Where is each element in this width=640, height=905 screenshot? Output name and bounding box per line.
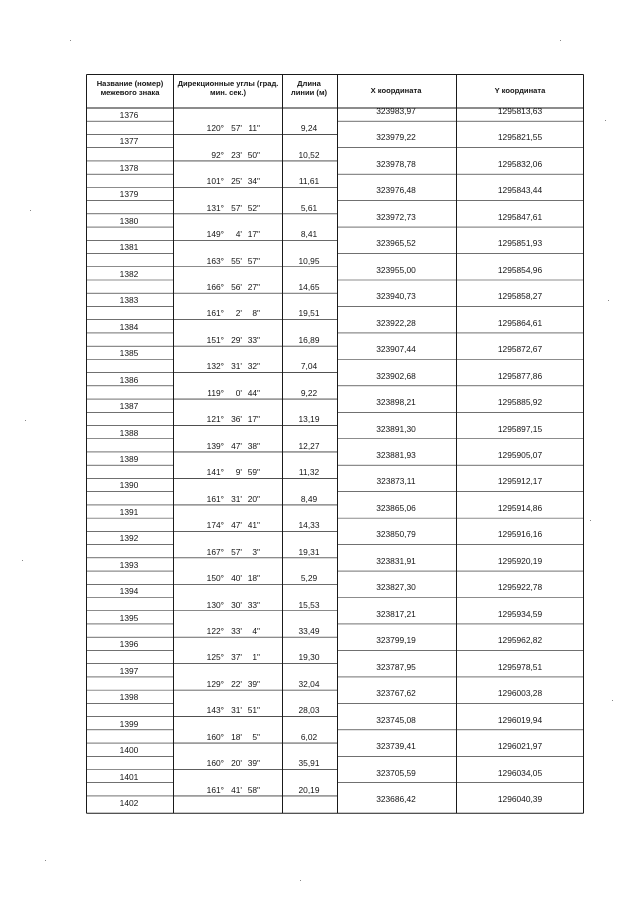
angle-seconds: 41": [247, 520, 260, 531]
point-name: 1389: [119, 453, 139, 464]
angle-seconds: 32": [247, 361, 260, 372]
point-y-coordinate: 1295864,61: [497, 317, 543, 328]
segment-length: 19,51: [298, 308, 320, 319]
angle-seconds: 3": [252, 546, 260, 557]
angle-minutes: 25': [231, 176, 242, 187]
angle-seconds: 20": [247, 493, 260, 504]
point-name: 1381: [119, 242, 139, 253]
point-x-coordinate: 323983,97: [376, 106, 416, 116]
point-y-coordinate: 1295914,86: [497, 502, 543, 513]
segment-length: 9,24: [300, 123, 318, 134]
scan-speck: [608, 300, 609, 301]
point-x-coordinate: 323976,48: [376, 185, 416, 196]
segment-length: 35,91: [298, 758, 320, 769]
angle-seconds: 34": [247, 176, 260, 187]
point-x-coordinate: 323965,52: [376, 238, 416, 249]
header-x: X координата: [370, 86, 422, 95]
point-x-coordinate: 323940,73: [376, 291, 416, 302]
point-name: 1376: [119, 110, 139, 120]
angle-minutes: 41': [231, 784, 242, 795]
point-x-coordinate: 323881,93: [376, 449, 416, 460]
angle-seconds: 39": [247, 758, 260, 769]
scan-speck: [560, 40, 561, 41]
point-name: 1388: [119, 427, 139, 438]
angle-minutes: 55': [231, 255, 242, 266]
point-y-coordinate: 1295922,78: [497, 582, 543, 593]
scan-speck: [612, 700, 613, 701]
angle-degrees: 132°: [206, 361, 224, 372]
point-name: 1398: [119, 692, 139, 703]
angle-degrees: 101°: [206, 176, 224, 187]
point-y-coordinate: 1295978,51: [497, 661, 543, 672]
segment-length: 14,65: [298, 281, 320, 292]
point-y-coordinate: 1295916,16: [497, 529, 543, 540]
angle-seconds: 38": [247, 440, 260, 451]
point-y-coordinate: 1295920,19: [497, 555, 543, 566]
segment-length: 32,04: [298, 678, 320, 689]
point-y-coordinate: 1295821,55: [497, 132, 543, 143]
point-name: 1401: [119, 771, 139, 782]
segment-length: 8,49: [300, 493, 318, 504]
angle-minutes: 23': [231, 149, 242, 160]
point-x-coordinate: 323922,28: [376, 317, 416, 328]
angle-minutes: 2': [235, 308, 242, 319]
angle-minutes: 31': [231, 493, 242, 504]
angle-degrees: 167°: [206, 546, 224, 557]
angle-seconds: 44": [247, 387, 260, 398]
angle-seconds: 52": [247, 202, 260, 213]
segment-length: 11,32: [298, 467, 320, 478]
point-x-coordinate: 323787,95: [376, 661, 416, 672]
header-angles: Дирекционные углы (град. мин. сек.): [177, 79, 279, 97]
angle-degrees: 161°: [206, 784, 224, 795]
point-name: 1387: [119, 401, 139, 412]
scan-speck: [300, 880, 301, 881]
point-y-coordinate: 1295905,07: [497, 449, 543, 460]
angle-degrees: 119°: [207, 387, 224, 398]
point-x-coordinate: 323891,30: [376, 423, 416, 434]
angle-minutes: 40': [231, 573, 242, 584]
scan-speck: [25, 420, 26, 421]
angle-seconds: 5": [252, 731, 260, 742]
scan-speck: [30, 210, 31, 211]
segment-length: 20,19: [298, 784, 320, 795]
point-x-coordinate: 323767,62: [376, 688, 416, 699]
angle-degrees: 150°: [206, 573, 224, 584]
point-name: 1400: [119, 745, 139, 756]
point-y-coordinate: 1296040,39: [497, 793, 543, 804]
point-x-coordinate: 323745,08: [376, 714, 416, 725]
point-x-coordinate: 323972,73: [376, 211, 416, 222]
segment-length: 9,22: [300, 387, 318, 398]
point-x-coordinate: 323831,91: [376, 555, 416, 566]
point-y-coordinate: 1296021,97: [497, 741, 543, 752]
angle-seconds: 27": [247, 281, 260, 292]
segment-length: 14,33: [298, 520, 320, 531]
angle-degrees: 120°: [206, 123, 224, 134]
angle-minutes: 18': [231, 731, 242, 742]
segment-length: 28,03: [298, 705, 320, 716]
point-y-coordinate: 1295877,86: [497, 370, 543, 381]
angle-seconds: 1": [252, 652, 260, 663]
angle-minutes: 9': [235, 467, 242, 478]
point-name: 1385: [119, 348, 139, 359]
angle-seconds: 50": [247, 149, 260, 160]
angle-minutes: 22': [231, 678, 242, 689]
point-y-coordinate: 1295912,17: [497, 476, 543, 487]
segment-length: 6,02: [300, 731, 318, 742]
segment-length: 10,52: [298, 149, 320, 160]
angle-degrees: 143°: [206, 705, 224, 716]
angle-seconds: 51": [247, 705, 260, 716]
segment-length: 7,04: [300, 361, 318, 372]
angle-minutes: 20': [231, 758, 242, 769]
point-name: 1382: [119, 268, 139, 279]
angle-degrees: 163°: [206, 255, 224, 266]
angle-seconds: 4": [252, 625, 260, 636]
point-x-coordinate: 323817,21: [376, 608, 416, 619]
angle-seconds: 33": [247, 334, 260, 345]
scan-speck: [590, 520, 591, 521]
segment-length: 19,30: [298, 652, 320, 663]
angle-seconds: 39": [247, 678, 260, 689]
point-name: 1379: [119, 189, 139, 200]
point-y-coordinate: 1295872,67: [497, 344, 543, 355]
point-x-coordinate: 323873,11: [376, 476, 416, 487]
angle-degrees: 125°: [206, 652, 224, 663]
point-name: 1383: [119, 295, 139, 306]
boundary-coordinates-table: [86, 74, 584, 830]
point-y-coordinate: 1295843,44: [497, 185, 543, 196]
angle-seconds: 8": [252, 308, 260, 319]
point-x-coordinate: 323705,59: [376, 767, 416, 778]
angle-degrees: 160°: [206, 758, 224, 769]
angle-degrees: 151°: [206, 334, 224, 345]
angle-seconds: 17": [247, 229, 260, 240]
angle-degrees: 121°: [206, 414, 224, 425]
point-x-coordinate: 323739,41: [376, 741, 416, 752]
point-y-coordinate: 1295847,61: [497, 211, 543, 222]
scan-speck: [605, 120, 606, 121]
angle-minutes: 57': [231, 123, 242, 134]
point-y-coordinate: 1295832,06: [497, 158, 543, 169]
segment-length: 19,31: [298, 546, 320, 557]
segment-length: 12,27: [298, 440, 320, 451]
point-x-coordinate: 323686,42: [376, 793, 416, 804]
point-y-coordinate: 1295813,63: [497, 106, 543, 116]
angle-seconds: 58": [247, 784, 260, 795]
angle-degrees: 161°: [206, 493, 224, 504]
point-name: 1394: [119, 586, 139, 597]
point-x-coordinate: 323907,44: [376, 344, 416, 355]
angle-minutes: 57': [231, 546, 242, 557]
point-y-coordinate: 1295858,27: [497, 291, 543, 302]
header-y: Y координата: [494, 86, 546, 95]
segment-length: 5,61: [300, 202, 318, 213]
segment-length: 11,61: [298, 176, 320, 187]
angle-seconds: 57": [247, 255, 260, 266]
scan-speck: [70, 40, 71, 41]
angle-degrees: 160°: [206, 731, 224, 742]
point-y-coordinate: 1295854,96: [497, 264, 543, 275]
point-x-coordinate: 323850,79: [376, 529, 416, 540]
angle-minutes: 4': [235, 229, 242, 240]
angle-minutes: 36': [231, 414, 242, 425]
point-name: 1392: [119, 533, 139, 544]
point-y-coordinate: 1296019,94: [497, 714, 543, 725]
point-name: 1397: [119, 665, 139, 676]
angle-degrees: 174°: [206, 520, 224, 531]
header-name: Название (номер) межевого знака: [96, 79, 164, 97]
point-name: 1396: [119, 639, 139, 650]
angle-minutes: 47': [231, 440, 242, 451]
point-x-coordinate: 323827,30: [376, 582, 416, 593]
point-name: 1402: [119, 797, 139, 808]
segment-length: 8,41: [300, 229, 318, 240]
point-name: 1395: [119, 612, 139, 623]
angle-minutes: 30': [231, 599, 242, 610]
angle-seconds: 33": [247, 599, 260, 610]
header-length: Длина линии (м): [290, 79, 328, 97]
angle-minutes: 33': [231, 625, 242, 636]
angle-degrees: 139°: [206, 440, 224, 451]
angle-degrees: 166°: [206, 281, 224, 292]
angle-minutes: 31': [231, 705, 242, 716]
point-name: 1378: [119, 162, 139, 173]
scan-speck: [22, 560, 23, 561]
point-x-coordinate: 323955,00: [376, 264, 416, 275]
point-x-coordinate: 323902,68: [376, 370, 416, 381]
point-name: 1391: [119, 506, 139, 517]
segment-length: 13,19: [298, 414, 320, 425]
segment-length: 16,89: [298, 334, 320, 345]
point-name: 1393: [119, 559, 139, 570]
angle-minutes: 29': [231, 334, 242, 345]
angle-minutes: 47': [231, 520, 242, 531]
angle-degrees: 141°: [206, 467, 224, 478]
point-name: 1380: [119, 215, 139, 226]
angle-minutes: 0': [235, 387, 242, 398]
angle-degrees: 129°: [206, 678, 224, 689]
segment-length: 10,95: [298, 255, 320, 266]
point-name: 1386: [119, 374, 139, 385]
point-name: 1377: [119, 136, 139, 147]
angle-degrees: 161°: [206, 308, 224, 319]
angle-seconds: 17": [247, 414, 260, 425]
point-y-coordinate: 1296003,28: [497, 688, 543, 699]
angle-minutes: 31': [231, 361, 242, 372]
angle-seconds: 11": [248, 123, 260, 134]
angle-degrees: 122°: [206, 625, 224, 636]
point-y-coordinate: 1295962,82: [497, 635, 543, 646]
point-y-coordinate: 1295897,15: [497, 423, 543, 434]
point-x-coordinate: 323799,19: [376, 635, 416, 646]
point-x-coordinate: 323979,22: [376, 132, 416, 143]
point-name: 1390: [119, 480, 139, 491]
segment-length: 33,49: [298, 625, 320, 636]
segment-length: 15,53: [298, 599, 320, 610]
angle-minutes: 57': [231, 202, 242, 213]
point-x-coordinate: 323978,78: [376, 158, 416, 169]
point-name: 1399: [119, 718, 139, 729]
point-y-coordinate: 1295851,93: [497, 238, 543, 249]
angle-degrees: 131°: [206, 202, 224, 213]
angle-degrees: 149°: [206, 229, 224, 240]
angle-degrees: 92°: [211, 149, 224, 160]
point-x-coordinate: 323865,06: [376, 502, 416, 513]
segment-length: 5,29: [300, 573, 318, 584]
angle-minutes: 56': [231, 281, 242, 292]
scan-speck: [45, 860, 46, 861]
point-y-coordinate: 1295934,59: [497, 608, 543, 619]
angle-seconds: 18": [247, 573, 260, 584]
point-name: 1384: [119, 321, 139, 332]
point-x-coordinate: 323898,21: [376, 397, 416, 408]
angle-degrees: 130°: [206, 599, 224, 610]
angle-seconds: 59": [247, 467, 260, 478]
point-y-coordinate: 1295885,92: [497, 397, 543, 408]
point-y-coordinate: 1296034,05: [497, 767, 543, 778]
angle-minutes: 37': [231, 652, 242, 663]
